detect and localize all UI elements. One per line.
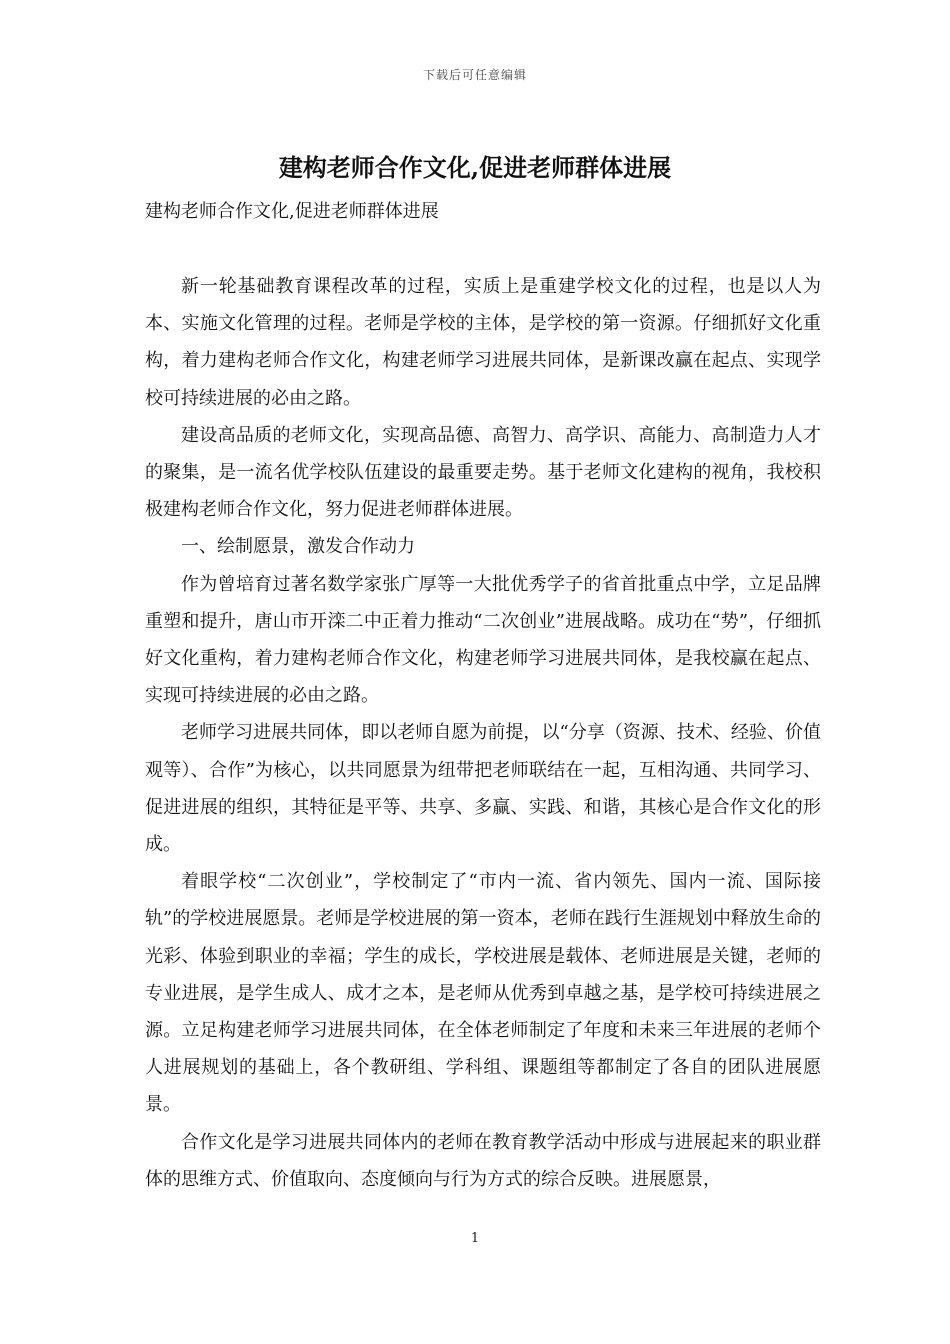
paragraph-4: 老师学习进展共同体，即以老师自愿为前提，以“分享（资源、技术、经验、价值观等）、合作”为核心，以共同愿景为纽带把老师联结在一起，互相沟通、共同学习、促进进展的组织，其特征是平等、共享、多赢、实践、和谐，其核心是合作文化的形成。 [145,722,821,856]
page-number: 1 [470,1231,480,1246]
paragraph-1: 新一轮基础教育课程改革的过程，实质上是重建学校文化的过程，也是以人为本、实施文化管理的过程。老师是学校的主体，是学校的第一资源。仔细抓好文化重构，着力建构老师合作文化，构建老师学习进展共同体，是新课改赢在起点、实现学校可持续进展的必由之路。 [145,276,821,409]
paragraph-6: 合作文化是学习进展共同体内的老师在教育教学活动中形成与进展起来的职业群体的思维方式、价值取向、态度倾向与行为方式的综合反映。进展愿景， [145,1131,821,1190]
paragraph-5: 着眼学校“二次创业”，学校制定了“市内一流、省内领先、国内一流、国际接轨”的学校进展愿景。老师是学校进展的第一资本，老师在践行生涯规划中释放生命的光彩、体验到职业的幸福；学生的成长，学校进展是载体、老师进展是关键，老师的专业进展，是学生成人、成才之本，是老师从优秀到卓越之基，是学校可持续进展之源。立足构建老师学习进展共同体，在全体老师制定了年度和未来三年进展的老师个人进展规划的基础上，各个教研组、学科组、课题组等都制定了各自的团队进展愿景。 [145,871,821,1116]
header-note: 下载后可任意编辑 [422,68,527,82]
document-title: 建构老师合作文化,促进老师群体进展 [278,153,672,182]
paragraph-3: 作为曾培育过著名数学家张广厚等一大批优秀学子的省首批重点中学，立足品牌重塑和提升，唐山市开滦二中正着力推动“二次创业”进展战略。成功在“势”，仔细抓好文化重构，着力建构老师合作文化，构建老师学习进展共同体，是我校赢在起点、实现可持续进展的必由之路。 [145,573,821,707]
section-heading-1: 一、绘制愿景，激发合作动力 [181,536,415,558]
document-subtitle: 建构老师合作文化,促进老师群体进展 [145,201,439,222]
paragraph-2: 建设高品质的老师文化，实现高品德、高智力、高学识、高能力、高制造力人才的聚集，是一流名优学校队伍建设的最重要走势。基于老师文化建构的视角，我校积极建构老师合作文化，努力促进老师群体进展。 [145,424,821,521]
document-body [145,268,821,1198]
